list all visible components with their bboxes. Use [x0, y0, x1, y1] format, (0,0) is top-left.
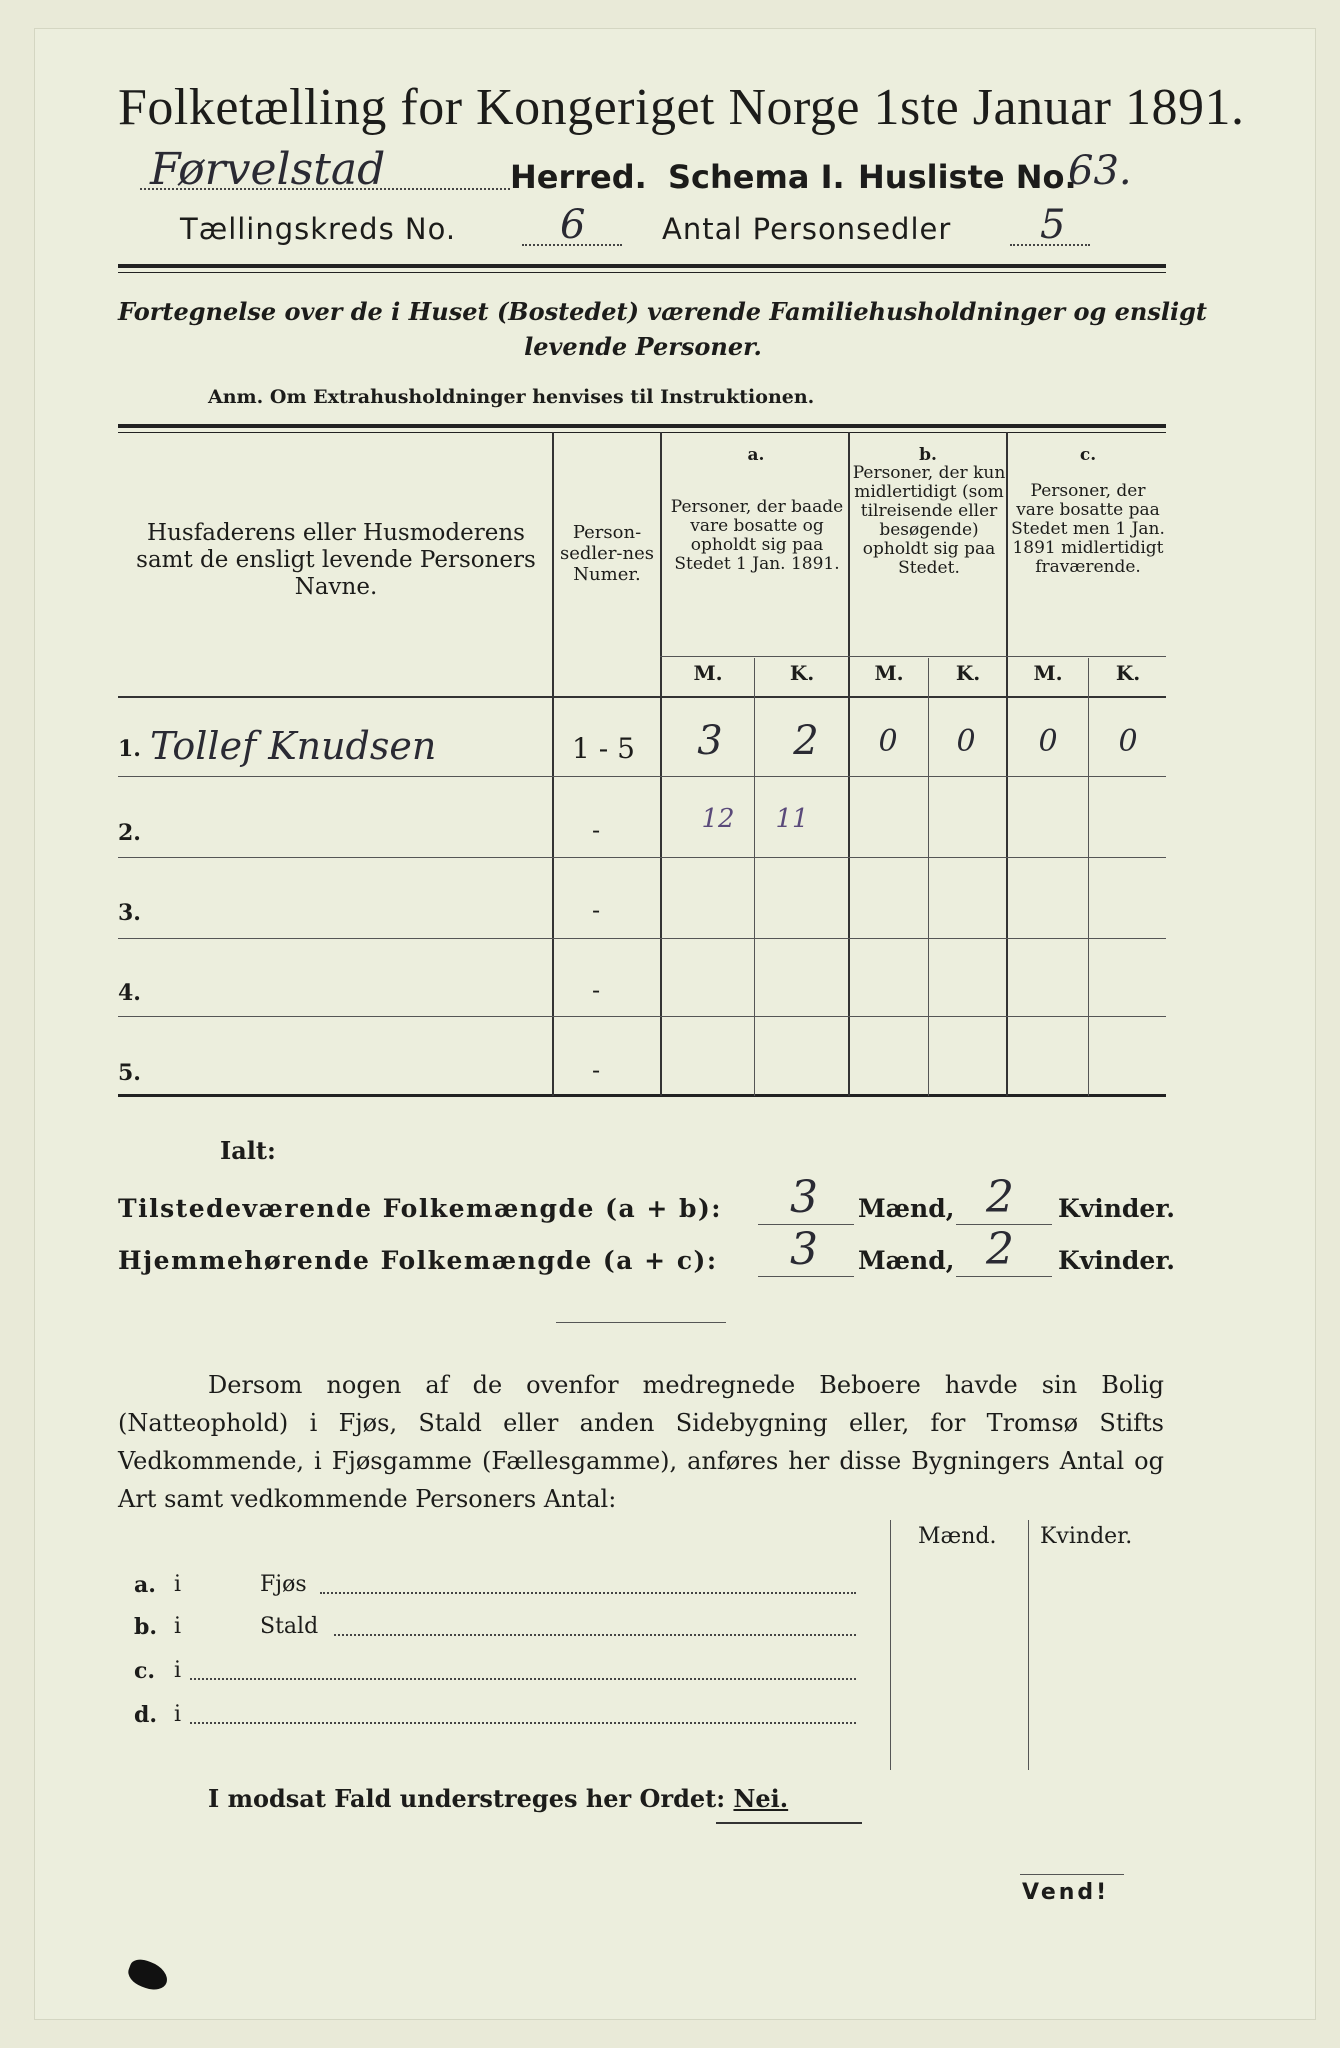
row-1-a-k: 2: [793, 718, 819, 764]
row-1-b-k: 0: [956, 724, 976, 759]
husliste-value: 63.: [1068, 148, 1132, 194]
modsat-text: [208, 1784, 788, 1813]
col-header-c-letter: c.: [1079, 445, 1097, 465]
row-4-numer: -: [592, 976, 601, 1004]
table-top-rule-thin: [118, 432, 1166, 433]
row-3-rule: [118, 938, 1166, 939]
bolig-item-c: [134, 1658, 874, 1694]
table-header-bottom-rule: [118, 696, 1166, 698]
row-1-b-m: 0: [878, 724, 898, 759]
form-title: Folketælling for Kongeriget Norge 1ste Januar 1891.: [118, 79, 1245, 136]
ialt-label: Ialt:: [220, 1136, 276, 1165]
bolig-maend-head: Mænd.: [918, 1524, 997, 1549]
bolig-item-b-i: i: [174, 1614, 182, 1639]
row-1-rule: [118, 776, 1166, 777]
kreds-label: Tællingskreds No.: [180, 212, 457, 246]
section-divider: [556, 1322, 726, 1323]
bolig-item-a: [134, 1572, 874, 1608]
bolig-item-c-letter: c.: [134, 1658, 156, 1684]
bolig-paragraph: Dersom nogen af de ovenfor medregnede Beboere havde sin Bolig (Natteophold) i Fjøs, Stald eller anden Sidebygning eller, for Tromsø Stifts Vedkommende, i Fjøsgamme (Fællesgamme), anføres her disse Bygningers Antal og Art samt vedkommende Personers Antal:: [118, 1371, 1164, 1513]
col-divider-numer: [660, 432, 662, 1096]
hjem-m-value: 3: [790, 1224, 818, 1275]
row-5-number: 5.: [118, 1060, 141, 1086]
row-1-c-m: 0: [1038, 724, 1058, 759]
col-header-b-letter: b.: [919, 445, 937, 465]
hjem-maend: Mænd,: [858, 1246, 955, 1275]
bolig-item-d-dots: [190, 1722, 856, 1724]
personsedler-label: Antal Personsedler: [662, 212, 952, 246]
bolig-item-d-i: i: [174, 1702, 182, 1727]
row-1-number: 1.: [118, 736, 141, 762]
row-1-c-k: 0: [1118, 724, 1138, 759]
header-rule-thin: [118, 272, 1166, 273]
hjem-kvinder: Kvinder.: [1058, 1246, 1175, 1275]
header-rule-thick: [118, 264, 1166, 268]
hjem-k-line: [956, 1276, 1052, 1277]
hjem-m-line: [758, 1276, 854, 1277]
col-divider-b: [1006, 432, 1008, 1096]
tilst-label: Tilstedeværende Folkemængde (a + b):: [118, 1194, 723, 1223]
mk-top-rule: [660, 656, 1166, 657]
tilst-k-value: 2: [986, 1172, 1014, 1223]
header-c-m: M.: [1033, 661, 1063, 685]
bolig-item-b: [134, 1614, 874, 1650]
tilst-row: [118, 1172, 1178, 1230]
bolig-item-d: [134, 1702, 874, 1738]
row-4-number: 4.: [118, 980, 141, 1006]
col-divider-bm: [928, 658, 929, 1096]
row-1-numer: 1 - 5: [572, 732, 635, 765]
header-b-k: K.: [955, 661, 981, 685]
col-header-a: Personer, der baade vare bosatte og opholdt sig paa Stedet 1 Jan. 1891.: [670, 497, 844, 574]
nei-underline: [716, 1822, 862, 1824]
col-divider-cm: [1088, 658, 1089, 1096]
row-2-a-k: 11: [775, 804, 809, 834]
table-top-rule: [118, 424, 1166, 428]
row-5-numer: -: [592, 1056, 601, 1084]
row-2-rule: [118, 857, 1166, 858]
personsedler-value: 5: [1040, 202, 1066, 248]
modsat-label: I modsat Fald understreges her Ordet:: [208, 1784, 726, 1813]
col-header-b: Personer, der kun midlertidigt (som tilreisende eller besøgende) opholdt sig paa Stedet.: [852, 463, 1006, 578]
header-b-m: M.: [874, 661, 904, 685]
tilst-maend: Mænd,: [858, 1194, 955, 1223]
tilst-m-value: 3: [790, 1172, 818, 1223]
bolig-col-divider-2: [1028, 1520, 1029, 1770]
bolig-item-c-dots: [190, 1678, 856, 1680]
bolig-item-a-i: i: [174, 1572, 182, 1597]
husliste-label: Husliste No.: [858, 158, 1077, 196]
table-bottom-rule: [118, 1094, 1166, 1097]
herred-value: Førvelstad: [150, 144, 386, 195]
bolig-item-b-text: Stald: [260, 1614, 319, 1639]
row-2-a-m: 12: [701, 804, 735, 834]
bolig-item-a-letter: a.: [134, 1572, 156, 1598]
row-1-a-m: 3: [697, 718, 723, 764]
bolig-item-b-letter: b.: [134, 1614, 158, 1640]
herred-label: Herred.: [510, 158, 647, 196]
bolig-kvinder-head: Kvinder.: [1040, 1524, 1133, 1549]
hjem-row: [118, 1224, 1178, 1284]
bolig-item-c-i: i: [174, 1658, 182, 1683]
anm-note: Anm. Om Extrahusholdninger henvises til Instruktionen.: [208, 386, 815, 408]
col-divider-name: [552, 432, 554, 1096]
row-1-name: Tollef Knudsen: [150, 724, 437, 768]
bolig-item-a-dots: [320, 1592, 856, 1594]
hjem-label: Hjemmehørende Folkemængde (a + c):: [118, 1246, 718, 1275]
intro-line2: levende Personer.: [524, 332, 762, 361]
col-divider-am: [754, 658, 755, 1096]
tilst-kvinder: Kvinder.: [1058, 1194, 1175, 1223]
kreds-line: [120, 202, 1180, 258]
nei-word: Nei.: [733, 1784, 789, 1813]
herred-line: [120, 144, 1180, 210]
col-header-numer: Person-sedler-nes Numer.: [560, 522, 654, 585]
col-header-a-letter: a.: [747, 445, 765, 465]
hjem-k-value: 2: [986, 1224, 1014, 1275]
row-2-numer: -: [592, 816, 601, 844]
row-3-numer: -: [592, 896, 601, 924]
header-c-k: K.: [1115, 661, 1141, 685]
bolig-item-d-letter: d.: [134, 1702, 158, 1728]
col-header-names: Husfaderens eller Husmoderens samt de ensligt levende Personers Navne.: [136, 520, 536, 600]
row-3-number: 3.: [118, 900, 141, 926]
bolig-item-b-dots: [334, 1634, 856, 1636]
vend-rule: [1020, 1874, 1124, 1875]
header-a-m: M.: [693, 661, 723, 685]
col-divider-a: [848, 432, 850, 1096]
col-header-c: Personer, der vare bosatte paa Stedet men 1 Jan. 1891 midlertidigt fraværende.: [1011, 481, 1165, 577]
intro-line1: Fortegnelse over de i Huset (Bostedet) værende Familiehusholdninger og ensligt: [118, 297, 1207, 326]
kreds-value: 6: [560, 202, 586, 248]
row-2-number: 2.: [118, 820, 141, 846]
bolig-col-divider-1: [890, 1520, 891, 1770]
vend-label: Vend!: [1022, 1880, 1110, 1905]
bolig-item-a-text: Fjøs: [260, 1572, 307, 1597]
schema-label: Schema I.: [668, 158, 845, 196]
row-4-rule: [118, 1016, 1166, 1017]
header-a-k: K.: [789, 661, 815, 685]
